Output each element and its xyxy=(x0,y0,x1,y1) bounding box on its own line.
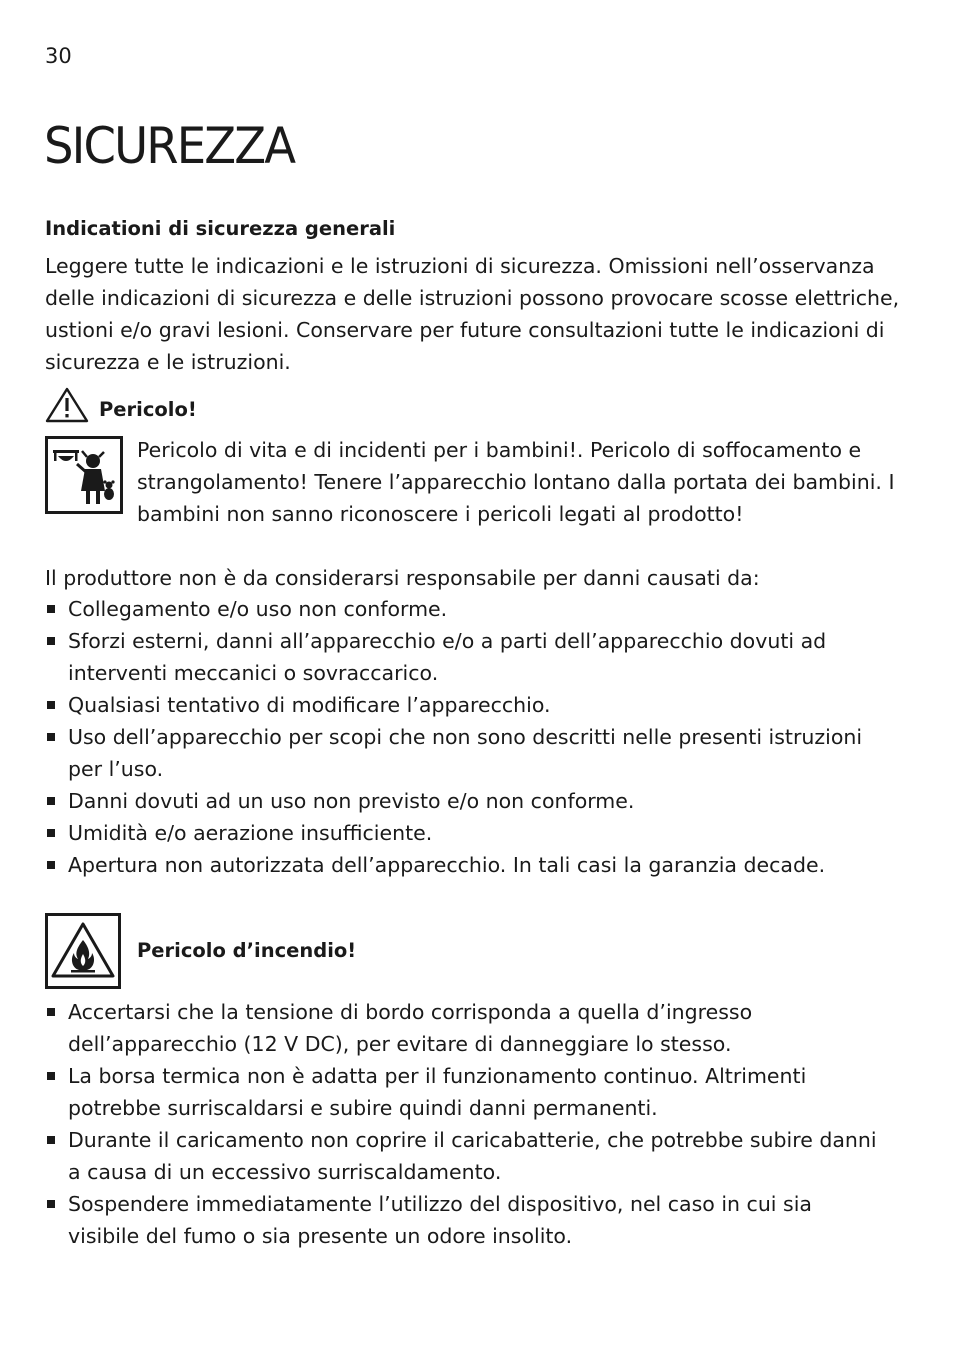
list-item-text: Uso dell’apparecchio per scopi che non sono descritti nelle presenti istruzioni per l’uso. xyxy=(68,725,863,781)
bullet-icon xyxy=(47,701,55,709)
bullet-icon xyxy=(47,797,55,805)
list-item xyxy=(45,593,885,625)
general-safety-heading: Indicationi di sicurezza generali xyxy=(45,217,396,240)
list-item-text: Accertarsi che la tensione di bordo corrisponda a quella d’ingresso dell’apparecchio (12 V DC), per evitare di danneggiare lo stesso. xyxy=(68,1000,753,1056)
bullet-icon xyxy=(47,1136,55,1144)
list-item-text: Sospendere immediatamente l’utilizzo del dispositivo, nel caso in cui sia visibile del fumo o sia presente un odore insolito. xyxy=(68,1192,812,1248)
bullet-icon xyxy=(47,605,55,613)
list-item xyxy=(45,689,885,721)
bullet-icon xyxy=(47,1200,55,1208)
danger-heading xyxy=(45,387,197,423)
fire-hazard-icon xyxy=(45,913,121,989)
list-item xyxy=(45,721,885,785)
list-item-text: Durante il caricamento non coprire il caricabatterie, che potrebbe subire danni a causa di un eccessivo surriscaldamento. xyxy=(68,1128,877,1184)
disclaimer-intro: Il produttore non è da considerarsi responsabile per danni causati da: xyxy=(45,566,760,590)
list-item-text: Danni dovuti ad un uso non previsto e/o non conforme. xyxy=(68,789,635,813)
bullet-icon xyxy=(47,861,55,869)
list-item-text: Sforzi esterni, danni all’apparecchio e/o a parti dell’apparecchio dovuti ad interventi meccanici o sovraccarico. xyxy=(68,629,827,685)
page-number: 30 xyxy=(45,44,72,68)
list-item-text: Collegamento e/o uso non conforme. xyxy=(68,597,448,621)
list-item xyxy=(45,625,885,689)
bullet-icon xyxy=(47,1008,55,1016)
bullet-icon xyxy=(47,1072,55,1080)
list-item-text: Umidità e/o aerazione insufficiente. xyxy=(68,821,433,845)
list-item xyxy=(45,849,885,881)
list-item-text: Apertura non autorizzata dell’apparecchio. In tali casi la garanzia decade. xyxy=(68,853,826,877)
bullet-icon xyxy=(47,637,55,645)
fire-hazard-heading: Pericolo d’incendio! xyxy=(137,939,357,962)
list-item xyxy=(45,996,885,1060)
list-item xyxy=(45,785,885,817)
list-item xyxy=(45,1188,885,1252)
danger-text: Pericolo di vita e di incidenti per i bambini!. Pericolo di soffocamento e strangolamento! Tenere l’apparecchio lontano dalla portata dei bambini. I bambini non sanno riconoscere i pericoli legati al prodotto! xyxy=(137,438,895,526)
keep-away-from-children-icon xyxy=(45,436,123,514)
bullet-icon xyxy=(47,733,55,741)
list-item xyxy=(45,1124,885,1188)
list-item-text: Qualsiasi tentativo di modificare l’apparecchio. xyxy=(68,693,551,717)
list-item xyxy=(45,817,885,849)
warning-triangle-icon xyxy=(45,387,89,423)
general-safety-text: Leggere tutte le indicazioni e le istruzioni di sicurezza. Omissioni nell’osservanza delle indicazioni di sicurezza e delle istruzioni possono provocare scosse elettriche, ustioni e/o gravi lesioni. Conservare per future consultazioni tutte le indicazioni di sicurezza e le istruzioni. xyxy=(45,254,900,374)
list-item xyxy=(45,1060,885,1124)
danger-label: Pericolo! xyxy=(99,398,197,421)
fire-hazard-list xyxy=(45,996,885,1252)
list-item-text: La borsa termica non è adatta per il funzionamento continuo. Altrimenti potrebbe surriscaldarsi e subire quindi danni permanenti. xyxy=(68,1064,807,1120)
disclaimer-list xyxy=(45,593,885,881)
bullet-icon xyxy=(47,829,55,837)
page-title: SICUREZZA xyxy=(44,117,295,175)
